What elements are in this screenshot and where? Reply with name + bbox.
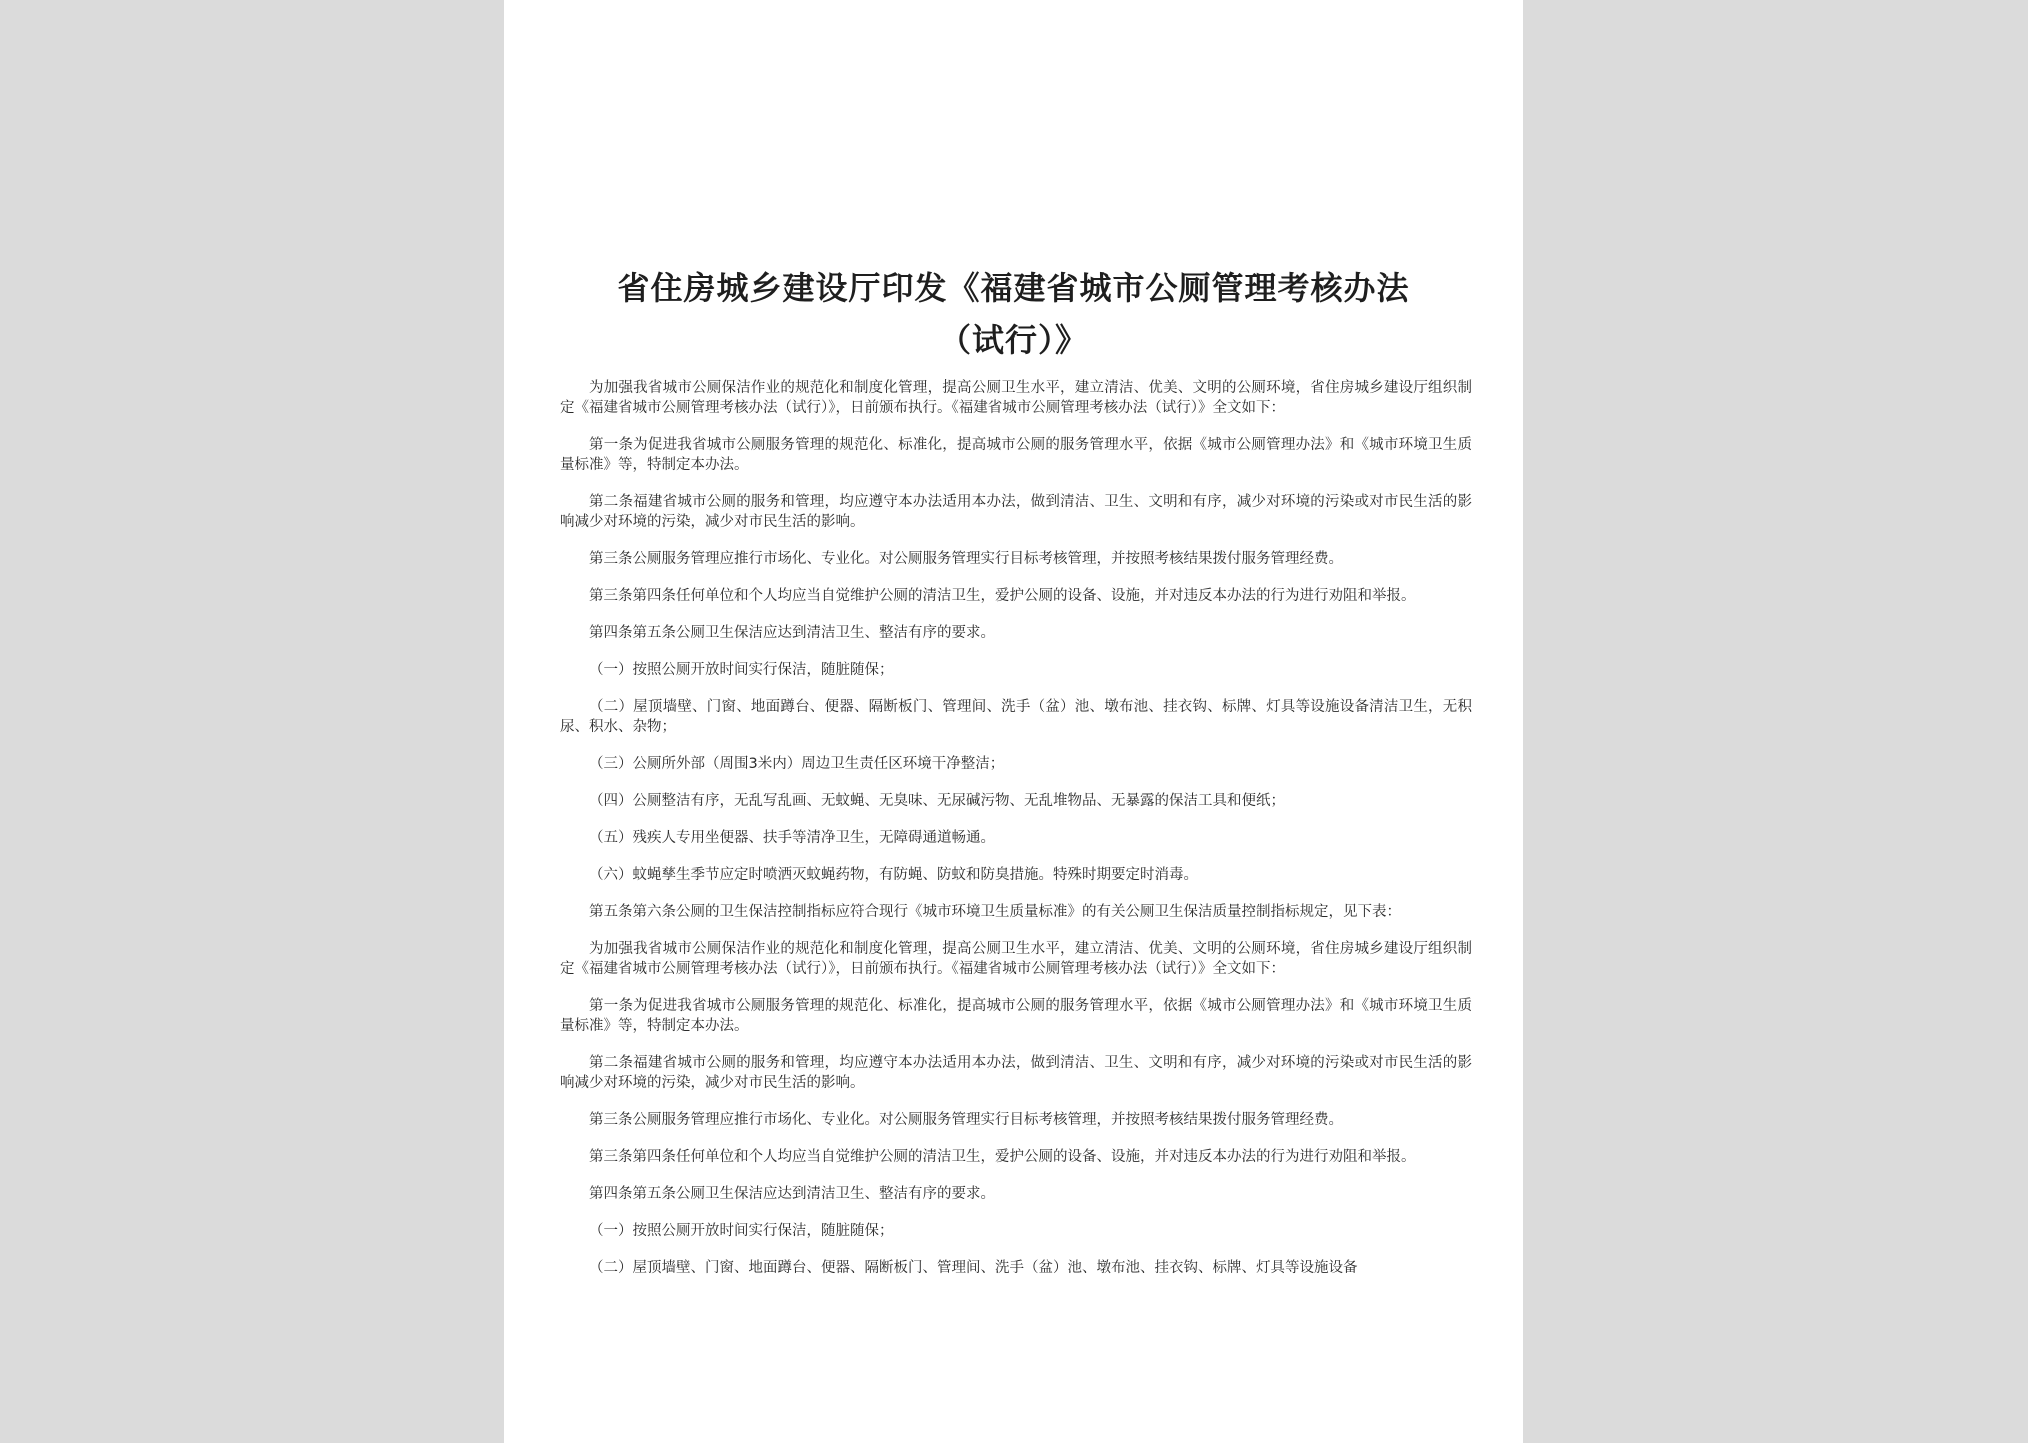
paragraph: 为加强我省城市公厕保洁作业的规范化和制度化管理，提高公厕卫生水平，建立清洁、优美、文明的公厕环境，省住房城乡建设厅组织制定《福建省城市公厕管理考核办法（试行）》，日前颁布执行。《福建省城市公厕管理考核办法（试行）》全文如下： (560, 380, 1472, 416)
paragraph: 第二条福建省城市公厕的服务和管理，均应遵守本办法适用本办法，做到清洁、卫生、文明和有序，减少对环境的污染或对市民生活的影响减少对环境的污染，减少对市民生活的影响。 (560, 494, 1472, 530)
paragraph: 第四条第五条公厕卫生保洁应达到清洁卫生、整洁有序的要求。 (589, 1186, 995, 1202)
paragraph: 第一条为促进我省城市公厕服务管理的规范化、标准化，提高城市公厕的服务管理水平，依据《城市公厕管理办法》和《城市环境卫生质量标准》等，特制定本办法。 (560, 437, 1472, 473)
document-title (504, 262, 1523, 366)
paragraph: （五）残疾人专用坐便器、扶手等清净卫生，无障碍通道畅通。 (589, 830, 995, 846)
paragraph: （四）公厕整洁有序，无乱写乱画、无蚊蝇、无臭味、无尿碱污物、无乱堆物品、无暴露的保洁工具和便纸； (589, 793, 1285, 809)
paragraph: （二）屋顶墙壁、门窗、地面蹲台、便器、隔断板门、管理间、洗手（盆）池、墩布池、挂衣钩、标牌、灯具等设施设备清洁卫生，无积尿、积水、杂物； (560, 699, 1472, 735)
paragraph: （六）蚊蝇孳生季节应定时喷洒灭蚊蝇药物，有防蝇、防蚊和防臭措施。特殊时期要定时消毒。 (589, 867, 1198, 883)
document-body (560, 378, 1472, 1295)
document-page (504, 0, 1523, 1443)
paragraph: （二）屋顶墙壁、门窗、地面蹲台、便器、隔断板门、管理间、洗手（盆）池、墩布池、挂衣钩、标牌、灯具等设施设备 (589, 1260, 1358, 1276)
paragraph: 第三条第四条任何单位和个人均应当自觉维护公厕的清洁卫生，爱护公厕的设备、设施，并对违反本办法的行为进行劝阻和举报。 (589, 1149, 1416, 1165)
title-line-2: （试行）》 (938, 321, 1088, 359)
paragraph: 第三条第四条任何单位和个人均应当自觉维护公厕的清洁卫生，爱护公厕的设备、设施，并对违反本办法的行为进行劝阻和举报。 (589, 588, 1416, 604)
paragraph: （一）按照公厕开放时间实行保洁，随脏随保； (589, 662, 894, 678)
title-line-1: 省住房城乡建设厅印发《福建省城市公厕管理考核办法 (617, 269, 1410, 307)
paragraph: 第二条福建省城市公厕的服务和管理，均应遵守本办法适用本办法，做到清洁、卫生、文明和有序，减少对环境的污染或对市民生活的影响减少对环境的污染，减少对市民生活的影响。 (560, 1055, 1472, 1091)
paragraph: 为加强我省城市公厕保洁作业的规范化和制度化管理，提高公厕卫生水平，建立清洁、优美、文明的公厕环境，省住房城乡建设厅组织制定《福建省城市公厕管理考核办法（试行）》，日前颁布执行。《福建省城市公厕管理考核办法（试行）》全文如下： (560, 941, 1472, 977)
paragraph: 第四条第五条公厕卫生保洁应达到清洁卫生、整洁有序的要求。 (589, 625, 995, 641)
paragraph: 第三条公厕服务管理应推行市场化、专业化。对公厕服务管理实行目标考核管理，并按照考核结果拨付服务管理经费。 (589, 1112, 1343, 1128)
paragraph: 第五条第六条公厕的卫生保洁控制指标应符合现行《城市环境卫生质量标准》的有关公厕卫生保洁质量控制指标规定，见下表： (589, 904, 1401, 920)
paragraph: （三）公厕所外部（周围3米内）周边卫生责任区环境干净整洁； (589, 756, 1005, 772)
paragraph: 第一条为促进我省城市公厕服务管理的规范化、标准化，提高城市公厕的服务管理水平，依据《城市公厕管理办法》和《城市环境卫生质量标准》等，特制定本办法。 (560, 998, 1472, 1034)
paragraph: （一）按照公厕开放时间实行保洁，随脏随保； (589, 1223, 894, 1239)
paragraph: 第三条公厕服务管理应推行市场化、专业化。对公厕服务管理实行目标考核管理，并按照考核结果拨付服务管理经费。 (589, 551, 1343, 567)
